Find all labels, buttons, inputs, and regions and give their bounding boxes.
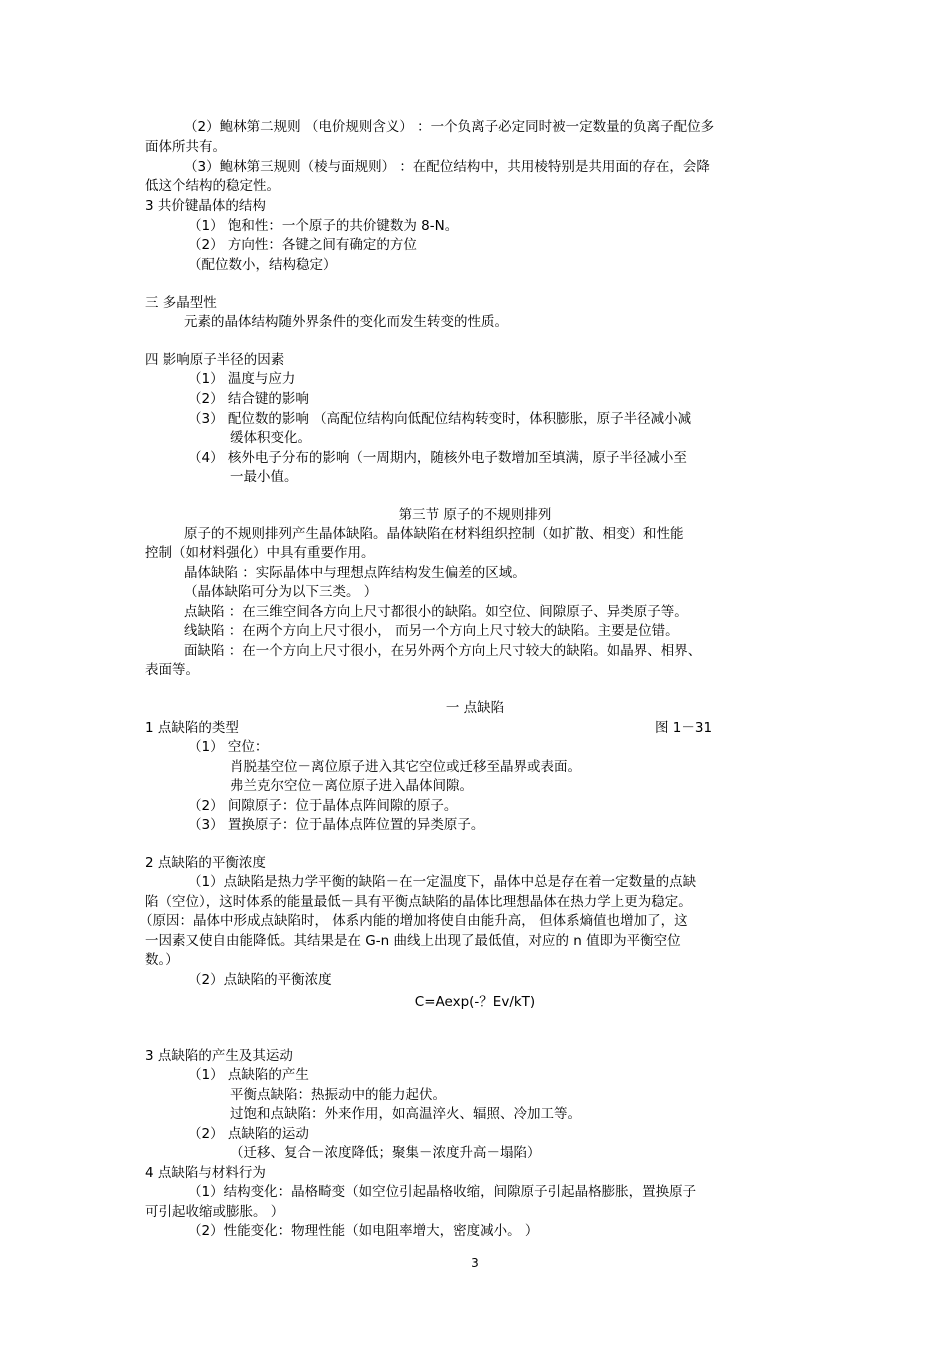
text-line: 一因素又使自由能降低。其结果是在 G-n 曲线上出现了最低值，对应的 n 值即为平衡空位 bbox=[145, 933, 681, 949]
section-heading: 三 多晶型性 bbox=[145, 295, 217, 311]
text-line: 控制（如材料强化）中具有重要作用。 bbox=[145, 545, 375, 561]
subsection-title: 一 点缺陷 bbox=[445, 700, 505, 716]
text-line: （2）鲍林第二规则 （电价规则含义） ：一个负离子必定同时被一定数量的负离子配位多 bbox=[184, 119, 715, 135]
section-heading: 3 共价键晶体的结构 bbox=[145, 198, 266, 214]
text-line: （晶体缺陷可分为以下三类。 ） bbox=[184, 584, 378, 600]
text-line: （1） 点缺陷的产生 bbox=[188, 1067, 309, 1083]
text-line: （1） 饱和性：一个原子的共价键数为 8-N。 bbox=[188, 218, 459, 234]
text-line: （2）点缺陷的平衡浓度 bbox=[188, 972, 332, 988]
text-line: 原子的不规则排列产生晶体缺陷。晶体缺陷在材料组织控制（如扩散、相变）和性能 bbox=[184, 526, 684, 542]
text-line: 缓体积变化。 bbox=[230, 430, 311, 446]
text-line: （2）性能变化：物理性能（如电阻率增大，密度减小。 ） bbox=[188, 1223, 539, 1239]
chapter-title: 第三节 原子的不规则排列 bbox=[398, 507, 552, 523]
text-line: （1） 温度与应力 bbox=[188, 371, 296, 387]
text-line: 弗兰克尔空位－离位原子进入晶体间隙。 bbox=[230, 778, 473, 794]
figure-reference: 图 1－31 bbox=[655, 720, 713, 736]
text-line: （1）点缺陷是热力学平衡的缺陷－在一定温度下，晶体中总是存在着一定数量的点缺 bbox=[188, 874, 697, 890]
text-line: 面缺陷 ：在一个方向上尺寸很小，在另外两个方向上尺寸较大的缺陷。如晶界、相界、 bbox=[184, 643, 702, 659]
text-line: （2） 点缺陷的运动 bbox=[188, 1126, 309, 1142]
text-line: 肖脱基空位－离位原子进入其它空位或迁移至晶界或表面。 bbox=[230, 759, 581, 775]
text-line: 数。） bbox=[145, 952, 179, 968]
text-line: 元素的晶体结构随外界条件的变化而发生转变的性质。 bbox=[184, 314, 508, 330]
text-line: （3） 配位数的影响 （高配位结构向低配位结构转变时，体积膨胀，原子半径减小减 bbox=[188, 411, 692, 427]
text-line: （2） 间隙原子：位于晶体点阵间隙的原子。 bbox=[188, 798, 458, 814]
text-line: （3）鲍林第三规则（棱与面规则） ：在配位结构中，共用棱特别是共用面的存在，会降 bbox=[184, 159, 710, 175]
section-heading: 四 影响原子半径的因素 bbox=[145, 352, 285, 368]
text-line: 低这个结构的稳定性。 bbox=[145, 178, 280, 194]
section-heading: 3 点缺陷的产生及其运动 bbox=[145, 1048, 293, 1064]
text-line: 面体所共有。 bbox=[145, 139, 226, 155]
equation: C=Aexp(-？Ev/kT) bbox=[414, 994, 536, 1010]
text-line: 表面等。 bbox=[145, 662, 199, 678]
text-line: 平衡点缺陷：热振动中的能力起伏。 bbox=[230, 1087, 446, 1103]
text-line: （配位数小，结构稳定） bbox=[188, 257, 337, 273]
text-line: 点缺陷 ：在三维空间各方向上尺寸都很小的缺陷。如空位、间隙原子、异类原子等。 bbox=[184, 604, 688, 620]
text-line: 晶体缺陷 ：实际晶体中与理想点阵结构发生偏差的区域。 bbox=[184, 565, 526, 581]
section-heading: 2 点缺陷的平衡浓度 bbox=[145, 855, 266, 871]
text-line: （1）结构变化：晶格畸变（如空位引起晶格收缩，间隙原子引起晶格膨胀，置换原子 bbox=[188, 1184, 697, 1200]
text-line: （1） 空位： bbox=[188, 739, 269, 755]
page-number: 3 bbox=[471, 1256, 479, 1270]
section-heading: 4 点缺陷与材料行为 bbox=[145, 1165, 266, 1181]
text-line: （2） 结合键的影响 bbox=[188, 391, 309, 407]
text-line: （4） 核外电子分布的影响（一周期内，随核外电子数增加至填满，原子半径减小至 bbox=[188, 450, 687, 466]
text-line: 陷（空位），这时体系的能量最低－具有平衡点缺陷的晶体比理想晶体在热力学上更为稳定。 bbox=[145, 894, 692, 910]
text-line: 可引起收缩或膨胀。 ） bbox=[145, 1204, 285, 1220]
text-line: 一最小值。 bbox=[230, 469, 298, 485]
text-line: （原因：晶体中形成点缺陷时， 体系内能的增加将使自由能升高， 但体系熵值也增加了，这 bbox=[139, 913, 688, 929]
text-line: （2） 方向性：各键之间有确定的方位 bbox=[188, 237, 417, 253]
section-heading: 1 点缺陷的类型 bbox=[145, 720, 239, 736]
text-line: 过饱和点缺陷：外来作用，如高温淬火、辐照、冷加工等。 bbox=[230, 1106, 581, 1122]
text-line: （3） 置换原子：位于晶体点阵位置的异类原子。 bbox=[188, 817, 485, 833]
text-line: 线缺陷 ：在两个方向上尺寸很小， 而另一个方向上尺寸较大的缺陷。主要是位错。 bbox=[184, 623, 679, 639]
text-line: （迁移、复合－浓度降低；聚集－浓度升高－塌陷） bbox=[230, 1145, 541, 1161]
